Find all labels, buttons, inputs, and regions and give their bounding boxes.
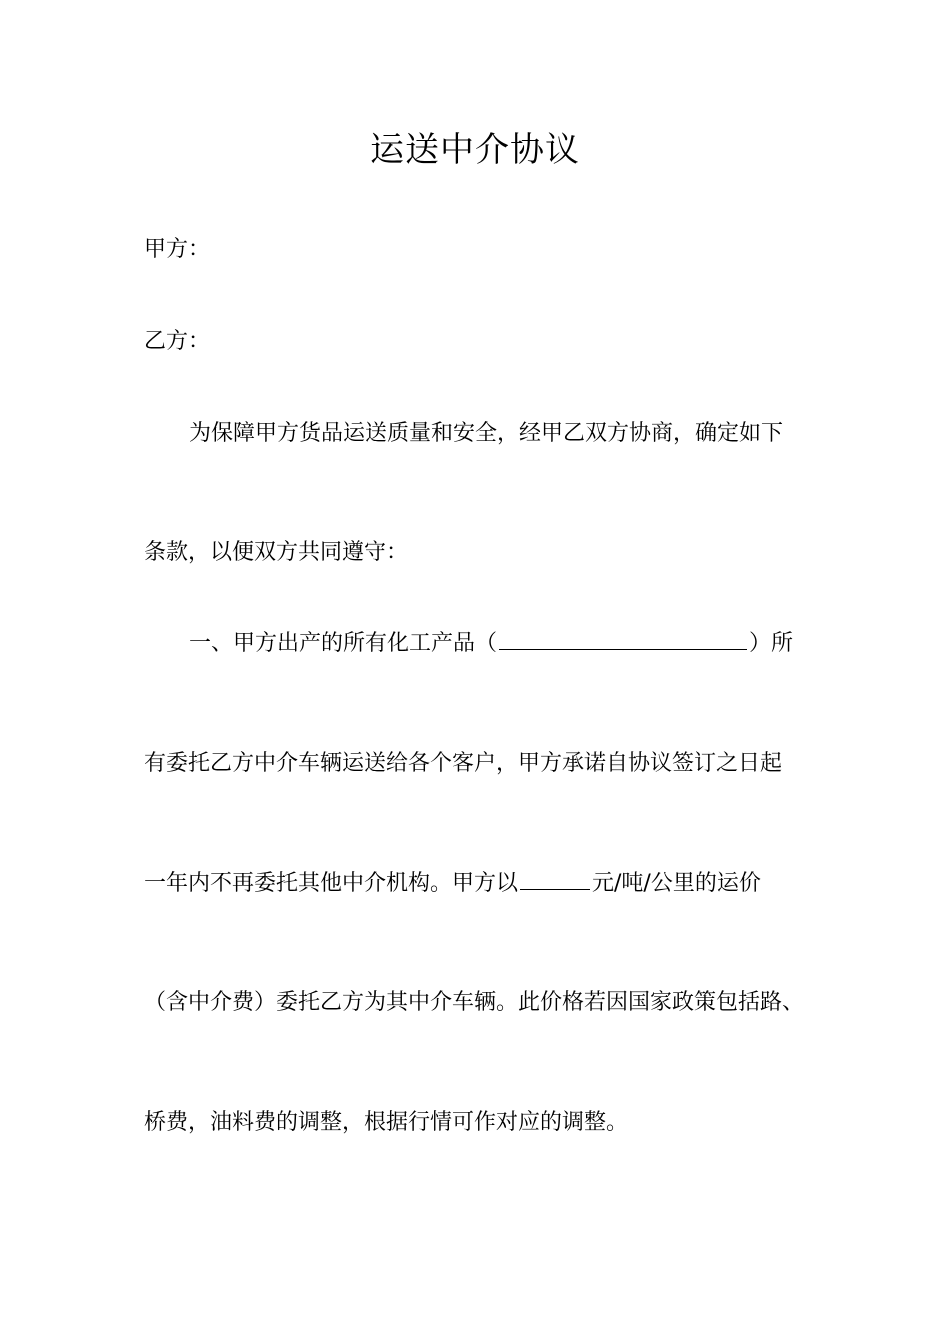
clause-1-line-2: 有委托乙方中介车辆运送给各个客户，甲方承诺自协议签订之日起: [144, 751, 783, 776]
clause-1-line-1: [189, 629, 793, 659]
clause-1-line-3-after: 元/吨/公里的运价: [592, 871, 761, 896]
intro-line-2: 条款，以便双方共同遵守：: [144, 540, 409, 565]
clause-1-line-3-before: 一年内不再委托其他中介机构。甲方以: [144, 871, 519, 896]
clause-1-line-1-before: 一、甲方出产的所有化工产品（: [189, 631, 498, 656]
party-a-label: 甲方：: [144, 237, 211, 262]
price-blank: [520, 869, 590, 890]
clause-1-line-1-after: ）所: [749, 631, 794, 656]
document-title: 运送中介协议: [370, 130, 580, 170]
clause-1-line-5: 桥费，油料费的调整，根据行情可作对应的调整。: [144, 1110, 629, 1135]
clause-1-line-3: [144, 869, 761, 899]
clause-1-line-4: （含中介费）委托乙方为其中介车辆。此价格若因国家政策包括路、: [144, 990, 805, 1015]
intro-line-1: 为保障甲方货品运送质量和安全，经甲乙双方协商，确定如下: [189, 421, 784, 446]
party-b-label: 乙方：: [144, 329, 211, 354]
product-name-blank: [499, 629, 747, 650]
